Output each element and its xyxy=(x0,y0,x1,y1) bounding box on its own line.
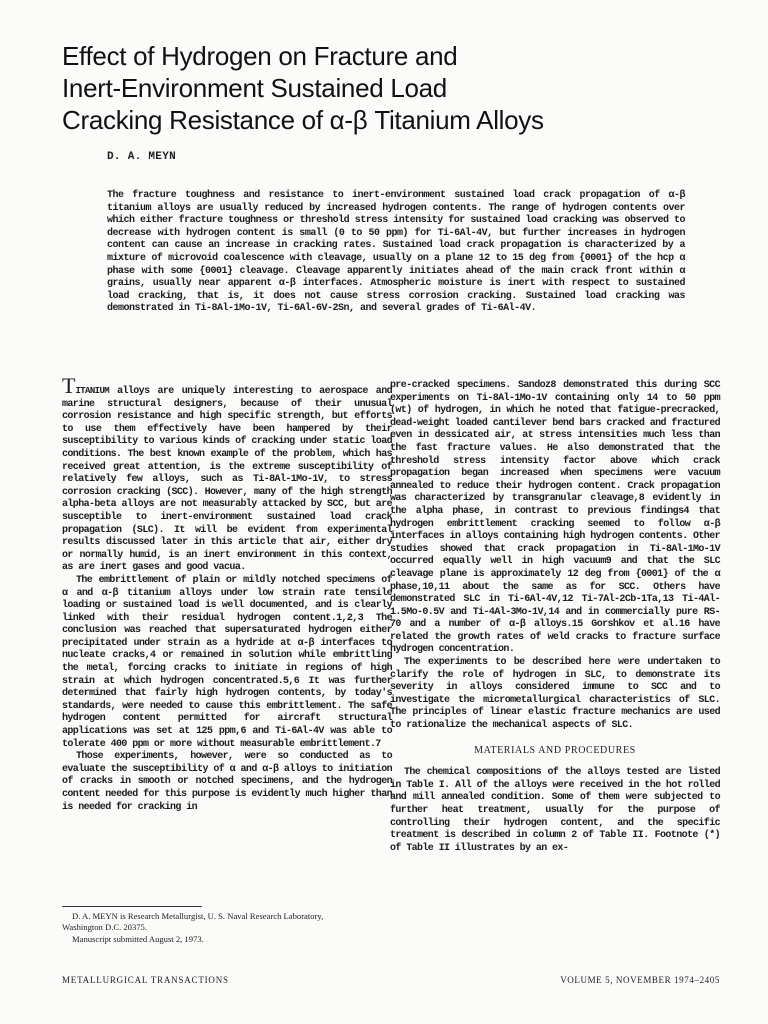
body-paragraph: The embrittlement of plain or mildly notched specimens of α and α-β titanium alloys under low strain rate tensile loading or sustained load is well documented, and is clearly linked with their residual hydrogen content.1,2,3 The conclusion was reached that supersaturated hydrogen either precipitated under strain as a hydride at α-β interfaces to nucleate cracks,4 or remained in solution while embrittling the metal, forcing cracks to initiate in regions of high strain at which hydrogen concentrated.5,6 It was further determined that fairly high hydrogen contents, by today's standards, were needed to cause this embrittlement. The safe hydrogen content permitted for aircraft structural applications was set at 125 ppm,6 and Ti-6Al-4V was able to tolerate 400 ppm or more without measurable embrittlement.7 xyxy=(62,574,392,750)
footnote xyxy=(62,911,362,945)
title-line: Inert-Environment Sustained Load xyxy=(62,73,447,103)
article-title xyxy=(62,40,702,136)
body-paragraph: pre-cracked specimens. Sandoz8 demonstrated this during SCC experiments on Ti-8Al-1Mo-1V containing only 14 to 50 ppm (wt) of hydrogen, in which he noted that fatigue-precracked, dead-weight loaded cantilever bend bars cracked and fractured even in dessicated air, at stress intensities much less than the fast fracture values. He also demonstrated that the threshold stress intensity factor above which crack propagation began increased when specimens were vacuum annealed to reduce their hydrogen content. Crack propagation was characterized by transgranular cleavage,8 evidently in the alpha phase, in contrast to previous findings4 that hydrogen embrittlement cracking seemed to follow α-β interfaces in alloys containing high hydrogen contents. Other studies showed that crack propagation in Ti-8Al-1Mo-1V occurred equally well in high vacuum9 and that the SLC cleavage plane is approximately 12 deg from {0001} of the α phase,10,11 about the same as for SCC. Others have demonstrated SLC in Ti-6Al-4V,12 Ti-7Al-2Cb-1Ta,13 Ti-4Al-1.5Mo-0.5V and Ti-4Al-3Mo-1V,14 and in commercially pure RS-70 and a number of α-β alloys.15 Gorshkov et al.16 have related the growth rates of weld cracks to fracture surface hydrogen concentration. xyxy=(390,380,720,656)
intro-text: alloys are uniquely interesting to aerospace and marine structural designers, because of their unusual corrosion resistance and high specific strength, but efforts to use them effectively have been hampered by their susceptibility to various kinds of cracking under static load conditions. The best known example of the problem, which has received great attention, is the extreme susceptibility of relatively few alloys, such as Ti-8Al-1Mo-1V, to stress corrosion cracking (SCC). However, many of the high strength alpha-beta alloys are not measurably attacked by SCC, but are susceptible to inert-environment sustained load crack propagation (SLC). It will be evident from experimental results discussed later in this article that air, either dry or normally humid, is an inert environment in this context, as are inert gases and good vacua. xyxy=(62,386,392,574)
section-heading: MATERIALS AND PROCEDURES xyxy=(474,744,636,756)
volume-page-number: VOLUME 5, NOVEMBER 1974–2405 xyxy=(560,975,720,985)
author-name: D. A. MEYN xyxy=(107,151,177,163)
left-column xyxy=(62,373,392,814)
footnote-divider xyxy=(62,906,202,907)
drop-cap: T xyxy=(62,373,76,398)
title-line: Effect of Hydrogen on Fracture and xyxy=(62,41,458,71)
journal-name: METALLURGICAL TRANSACTIONS xyxy=(62,975,229,985)
abstract: The fracture toughness and resistance to inert-environment sustained load crack propagation of α-β titanium alloys are usually reduced by increased hydrogen contents. The range of hydrogen contents over which either fracture toughness or threshold stress intensity for sustained load cracking was observed to decrease with hydrogen content is small (0 to 50 ppm) for Ti-6Al-4V, but further increases in hydrogen content can cause an increase in cracking rates. Sustained load crack propagation is characterized by a mixture of microvoid coalescence with cleavage, usually on a plane 12 to 15 deg from {0001} of the hcp α phase with some {0001} cleavage. Cleavage apparently initiates ahead of the main crack front within α grains, usually near apparent α-β interfaces. Atmospheric moisture is inert with respect to sustained load cracking, that is, it does not cause stress corrosion cracking. Sustained load cracking was demonstrated in Ti-8Al-1Mo-1V, Ti-6Al-6V-2Sn, and several grades of Ti-6Al-4V. xyxy=(107,190,685,315)
body-paragraph: The experiments to be described here were undertaken to clarify the role of hydrogen in SLC, to demonstrate its severity in alloys considered immune to SCC and to investigate the micrometallurgical characteristics of SLC. The principles of linear elastic fracture mechanics are used to rationalize the mechanical aspects of SLC. xyxy=(390,657,720,732)
right-column xyxy=(390,380,720,855)
body-paragraph: The chemical compositions of the alloys tested are listed in Table I. All of the alloys were received in the hot rolled and mill annealed condition. Some of them were subjected to further heat treatment, usually for the purpose of controlling their hydrogen content, and the specific treatment is described in column 2 of Table II. Footnote (*) of Table II illustrates by an ex- xyxy=(390,767,720,854)
author-affiliation: D. A. MEYN is Research Metallurgist, U. S. Naval Research Laboratory, Washington D.C. 20375. xyxy=(62,911,324,933)
intro-paragraph xyxy=(62,373,392,575)
small-caps-lead: ITANIUM xyxy=(75,386,110,396)
body-paragraph: Those experiments, however, were so conducted as to evaluate the susceptibility of α and α-β alloys to initiation of cracks in smooth or notched specimens, and the hydrogen content needed for this purpose is evidently much higher than is needed for cracking in xyxy=(62,751,392,813)
submission-date: Manuscript submitted August 2, 1973. xyxy=(72,933,204,944)
title-line: Cracking Resistance of α-β Titanium Alloys xyxy=(62,105,544,135)
